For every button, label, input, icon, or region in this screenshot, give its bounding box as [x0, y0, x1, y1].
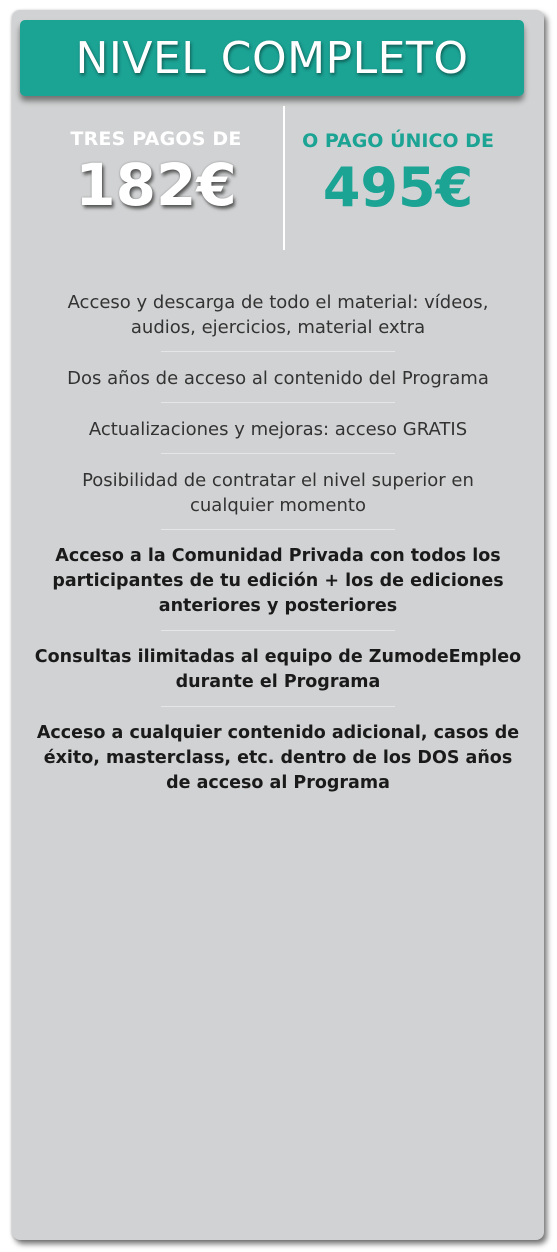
feature-item — [12, 721, 544, 796]
feature-item — [12, 544, 544, 619]
feature-text: cualquier momento — [189, 495, 366, 516]
feature-item — [12, 417, 544, 442]
installments-price-block — [48, 128, 264, 218]
feature-text: Consultas ilimitadas al equipo de ZumodeEmpleo — [34, 647, 522, 667]
installments-price: 182€ — [75, 151, 237, 219]
feature-text: audios, ejercicios, material extra — [130, 317, 426, 338]
feature-item — [12, 645, 544, 695]
feature-text: Dos años de acceso al contenido del Programa — [67, 368, 489, 389]
feature-separator — [161, 630, 395, 631]
plan-title: NIVEL COMPLETO — [75, 32, 469, 84]
feature-list — [12, 290, 544, 796]
feature-separator — [161, 453, 395, 454]
single-price-block — [292, 130, 504, 218]
feature-text: anteriores y posteriores — [158, 596, 398, 616]
installments-label: TRES PAGOS DE — [70, 128, 242, 150]
feature-text: Posibilidad de contratar el nivel superior en — [82, 470, 474, 491]
feature-text: durante el Programa — [175, 672, 381, 692]
feature-text: de acceso al Programa — [166, 773, 390, 793]
feature-item — [12, 366, 544, 391]
plan-banner — [20, 20, 524, 96]
feature-text: participantes de tu edición + los de ediciones — [52, 571, 504, 591]
feature-text: Acceso a la Comunidad Privada con todos los — [55, 546, 501, 566]
feature-text: Actualizaciones y mejoras: acceso GRATIS — [88, 419, 468, 440]
feature-text: Acceso a cualquier contenido adicional, casos de — [36, 723, 520, 743]
feature-text: Acceso y descarga de todo el material: vídeos, — [67, 292, 489, 313]
price-divider — [283, 106, 285, 250]
feature-item — [12, 468, 544, 518]
feature-separator — [161, 706, 395, 707]
single-payment-label: O PAGO ÚNICO DE — [302, 130, 494, 152]
single-payment-price: 495€ — [322, 156, 474, 219]
feature-separator — [161, 402, 395, 403]
feature-text: éxito, masterclass, etc. dentro de los DOS años — [43, 748, 513, 768]
feature-separator — [161, 351, 395, 352]
feature-separator — [161, 529, 395, 530]
feature-item — [12, 290, 544, 340]
